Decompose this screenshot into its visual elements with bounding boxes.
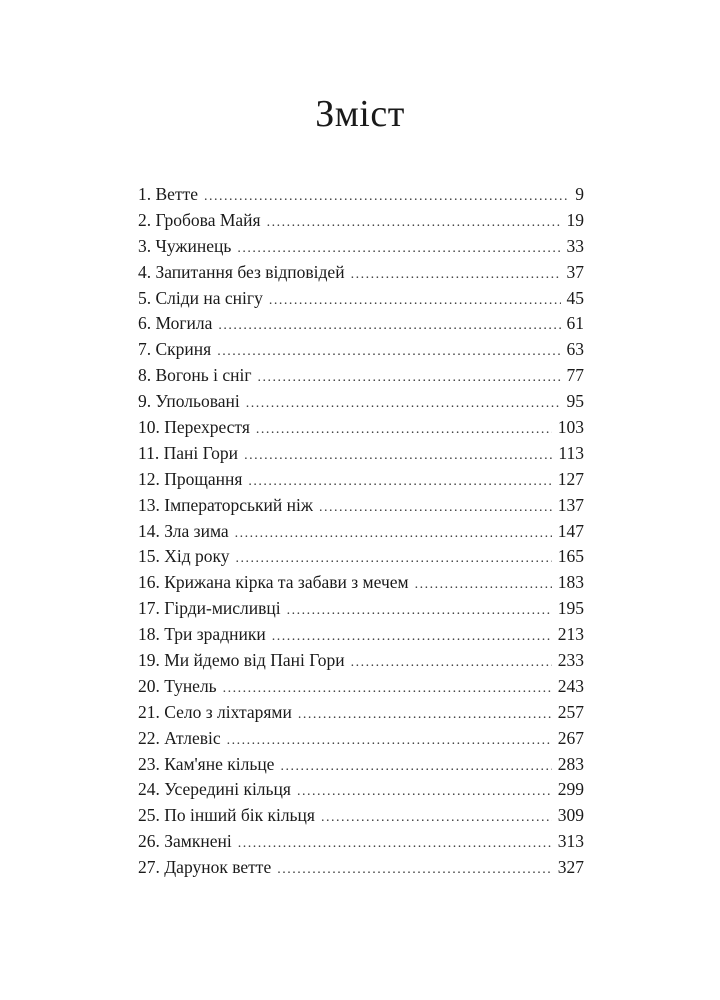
dot-leader bbox=[298, 702, 552, 728]
dot-leader bbox=[351, 650, 552, 676]
toc-entry-title: 16. Крижана кірка та забави з мечем bbox=[138, 572, 409, 593]
toc-entry bbox=[138, 467, 584, 493]
toc-entry bbox=[138, 441, 584, 467]
toc-entry-page-number: 309 bbox=[557, 805, 584, 826]
dot-leader bbox=[248, 469, 551, 495]
toc-entry-title: 15. Хід року bbox=[138, 546, 230, 567]
toc-entry-page-number: 33 bbox=[566, 235, 584, 256]
toc-entry-page-number: 257 bbox=[557, 701, 584, 722]
toc-entry-page-number: 243 bbox=[557, 675, 584, 696]
dot-leader bbox=[319, 495, 552, 521]
toc-entry-title: 9. Упольовані bbox=[138, 391, 240, 412]
dot-leader bbox=[235, 521, 552, 547]
dot-leader bbox=[246, 391, 561, 417]
toc-entry-page-number: 165 bbox=[557, 546, 584, 567]
dot-leader bbox=[297, 779, 552, 805]
toc-entry bbox=[138, 726, 584, 752]
toc-entry-title: 8. Вогонь і сніг bbox=[138, 365, 252, 386]
dot-leader bbox=[258, 365, 561, 391]
toc-entry bbox=[138, 596, 584, 622]
dot-leader bbox=[287, 598, 552, 624]
toc-entry-page-number: 61 bbox=[566, 313, 584, 334]
toc-entry-page-number: 113 bbox=[558, 442, 584, 463]
toc-entry bbox=[138, 674, 584, 700]
toc-entry-page-number: 213 bbox=[557, 624, 584, 645]
dot-leader bbox=[204, 184, 569, 210]
toc-entry-page-number: 9 bbox=[575, 184, 584, 204]
toc-entry-page-number: 137 bbox=[557, 494, 584, 515]
toc-entry-title: 5. Сліди на снігу bbox=[138, 287, 263, 308]
toc-entry-title: 22. Атлевіс bbox=[138, 727, 221, 748]
toc-entry bbox=[138, 493, 584, 519]
toc-entry-page-number: 195 bbox=[557, 598, 584, 619]
toc-entry-page-number: 103 bbox=[557, 417, 584, 438]
toc-entry-page-number: 327 bbox=[557, 857, 584, 878]
dot-leader bbox=[217, 339, 560, 365]
dot-leader bbox=[267, 210, 561, 236]
dot-leader bbox=[272, 624, 552, 650]
toc-entry bbox=[138, 777, 584, 803]
toc-entry-page-number: 63 bbox=[566, 339, 584, 360]
toc-entry bbox=[138, 752, 584, 778]
dot-leader bbox=[244, 443, 552, 469]
dot-leader bbox=[236, 546, 552, 572]
toc-entry-page-number: 19 bbox=[566, 209, 584, 230]
toc-entry-page-number: 313 bbox=[557, 831, 584, 852]
toc-entry bbox=[138, 648, 584, 674]
toc-entry-page-number: 95 bbox=[566, 391, 584, 412]
toc-entry-title: 6. Могила bbox=[138, 313, 213, 334]
toc-entry-page-number: 37 bbox=[566, 261, 584, 282]
toc-entry bbox=[138, 389, 584, 415]
page-title: Зміст bbox=[315, 93, 405, 135]
toc-entry bbox=[138, 337, 584, 363]
dot-leader bbox=[277, 857, 552, 883]
toc-entry-title: 25. По інший бік кільця bbox=[138, 805, 315, 826]
toc-entry bbox=[138, 234, 584, 260]
dot-leader bbox=[321, 805, 552, 831]
toc-entry bbox=[138, 311, 584, 337]
dot-leader bbox=[415, 572, 552, 598]
toc-entry bbox=[138, 415, 584, 441]
toc-entry-page-number: 233 bbox=[557, 650, 584, 671]
toc-entry-page-number: 127 bbox=[557, 468, 584, 489]
dot-leader bbox=[269, 288, 561, 314]
toc-entry bbox=[138, 363, 584, 389]
toc-entry-page-number: 77 bbox=[566, 365, 584, 386]
toc-entry bbox=[138, 803, 584, 829]
toc-entry bbox=[138, 208, 584, 234]
toc-entry bbox=[138, 544, 584, 570]
toc-entry bbox=[138, 855, 584, 881]
toc-entry-title: 20. Тунель bbox=[138, 675, 217, 696]
toc-entry-title: 24. Усередині кільця bbox=[138, 779, 291, 800]
toc-entry-title: 2. Гробова Майя bbox=[138, 209, 261, 230]
toc-entry-title: 19. Ми йдемо від Пані Гори bbox=[138, 650, 345, 671]
dot-leader bbox=[238, 831, 552, 857]
toc-entry-page-number: 267 bbox=[557, 727, 584, 748]
toc-entry-page-number: 183 bbox=[557, 572, 584, 593]
toc-entry-title: 1. Ветте bbox=[138, 184, 199, 204]
dot-leader bbox=[218, 313, 560, 339]
toc-entry-title: 18. Три зрадники bbox=[138, 624, 266, 645]
toc-entry-title: 12. Прощання bbox=[138, 468, 243, 489]
dot-leader bbox=[223, 676, 552, 702]
table-of-contents bbox=[138, 182, 584, 881]
dot-leader bbox=[256, 417, 552, 443]
toc-entry-title: 14. Зла зима bbox=[138, 520, 229, 541]
toc-entry-page-number: 45 bbox=[566, 287, 584, 308]
toc-entry bbox=[138, 182, 584, 208]
dot-leader bbox=[351, 262, 561, 288]
dot-leader bbox=[237, 236, 560, 262]
toc-entry-title: 3. Чужинець bbox=[138, 235, 232, 256]
toc-entry-title: 21. Село з ліхтарями bbox=[138, 701, 292, 722]
toc-entry bbox=[138, 260, 584, 286]
toc-entry-title: 7. Скриня bbox=[138, 339, 212, 360]
toc-entry bbox=[138, 700, 584, 726]
toc-entry-title: 4. Запитання без відповідей bbox=[138, 261, 345, 282]
toc-entry-page-number: 147 bbox=[557, 520, 584, 541]
toc-entry-title: 11. Пані Гори bbox=[138, 442, 239, 463]
toc-entry-title: 26. Замкнені bbox=[138, 831, 232, 852]
toc-entry-title: 17. Гірди-мисливці bbox=[138, 598, 281, 619]
toc-entry bbox=[138, 829, 584, 855]
toc-entry bbox=[138, 286, 584, 312]
toc-entry-title: 10. Перехрестя bbox=[138, 417, 250, 438]
toc-entry bbox=[138, 570, 584, 596]
toc-entry-title: 23. Кам'яне кільце bbox=[138, 753, 275, 774]
toc-entry-page-number: 299 bbox=[557, 779, 584, 800]
toc-entry-title: 27. Дарунок ветте bbox=[138, 857, 272, 878]
toc-entry bbox=[138, 519, 584, 545]
dot-leader bbox=[280, 754, 551, 780]
dot-leader bbox=[227, 728, 552, 754]
toc-entry-page-number: 283 bbox=[557, 753, 584, 774]
toc-entry bbox=[138, 622, 584, 648]
toc-entry-title: 13. Імператорський ніж bbox=[138, 494, 313, 515]
